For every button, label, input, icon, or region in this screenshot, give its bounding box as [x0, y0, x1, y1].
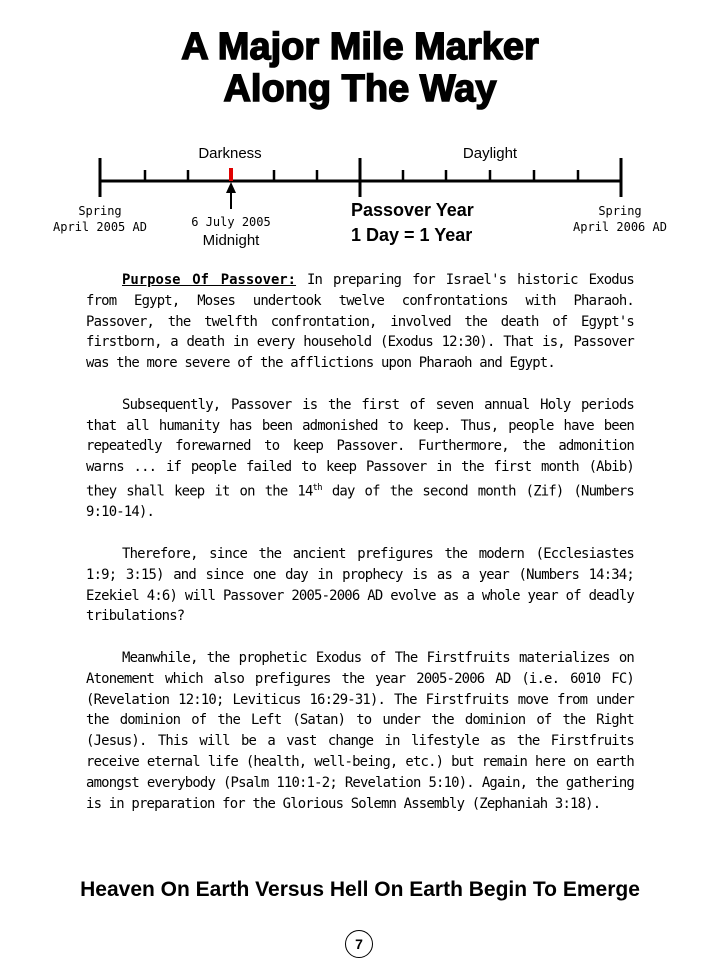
page-number: 7: [345, 930, 373, 958]
start-label-line-2: April 2005 AD: [53, 220, 147, 234]
purpose-heading: Purpose Of Passover:: [122, 272, 297, 288]
paragraph-text: day of the second month (Zif) (Numbers 9:10-14).: [86, 483, 634, 521]
start-label-line-1: Spring: [78, 204, 122, 218]
body-text: [86, 270, 634, 835]
midnight-arrow-head: [226, 182, 236, 193]
day-equals-year-label: 1 Day = 1 Year: [351, 225, 473, 245]
title-line-1: A Major Mile Marker: [181, 26, 539, 68]
marker-date-label: 6 July 2005: [191, 215, 271, 229]
end-label-line-1: Spring: [598, 204, 642, 218]
darkness-label: Darkness: [198, 145, 262, 162]
superscript: th: [312, 482, 322, 493]
paragraph-meanwhile: Meanwhile, the prophetic Exodus of The Firstfruits materializes on Atonement which also prefigures the year 2005-2006 AD (i.e. 6010 FC) (Revelation 12:10; Leviticus 16:29-31). The Firstfruits move from under the dominion of the Left (Satan) to under the dominion of the Right (Jesus). This will be a vast change in lifestyle as the Firstfruits receive eternal life (health, well-being, etc.) but remain here on earth amongst everybody (Psalm 110:1-2; Revelation 5:10). Again, the gathering is in preparation for the Glorious Solemn Assembly (Zephaniah 3:18).: [86, 649, 634, 812]
end-label-line-2: April 2006 AD: [573, 220, 667, 234]
passover-year-label: Passover Year: [351, 200, 474, 220]
paragraph-purpose: [86, 270, 634, 374]
daylight-label: Daylight: [462, 145, 518, 162]
paragraph-text: Subsequently, Passover is the first of seven annual Holy periods that all humanity has been admonished to keep. Thus, people have been repeatedly forewarned to keep Passover. Furthermore, the admonition warns ... if people failed to keep Passover in the first month (Abib) they shall keep it on the 14: [86, 396, 634, 500]
midnight-label: Midnight: [202, 232, 260, 249]
paragraph-text: In preparing for Israel's historic Exodus from Egypt, Moses undertook twelve confrontations with Pharaoh. Passover, the twelfth confrontation, involved the death of Egypt's firstborn, a death in every household (Exodus 12:30). That is, Passover was the more severe of the afflictions upon Pharaoh and Egypt.: [86, 272, 634, 372]
title-line-2: Along The Way: [223, 68, 497, 110]
end-date-label: [560, 203, 680, 235]
footer-headline: Heaven On Earth Versus Hell On Earth Begin To Emerge: [80, 878, 640, 901]
paragraph-subsequently: [86, 395, 634, 523]
paragraph-therefore: Therefore, since the ancient prefigures the modern (Ecclesiastes 1:9; 3:15) and since one day in prophecy is as a year (Numbers 14:34; Ezekiel 4:6) will Passover 2005-2006 AD evolve as a whole year of deadly tribulations?: [86, 545, 634, 625]
start-date-label: [40, 203, 160, 235]
